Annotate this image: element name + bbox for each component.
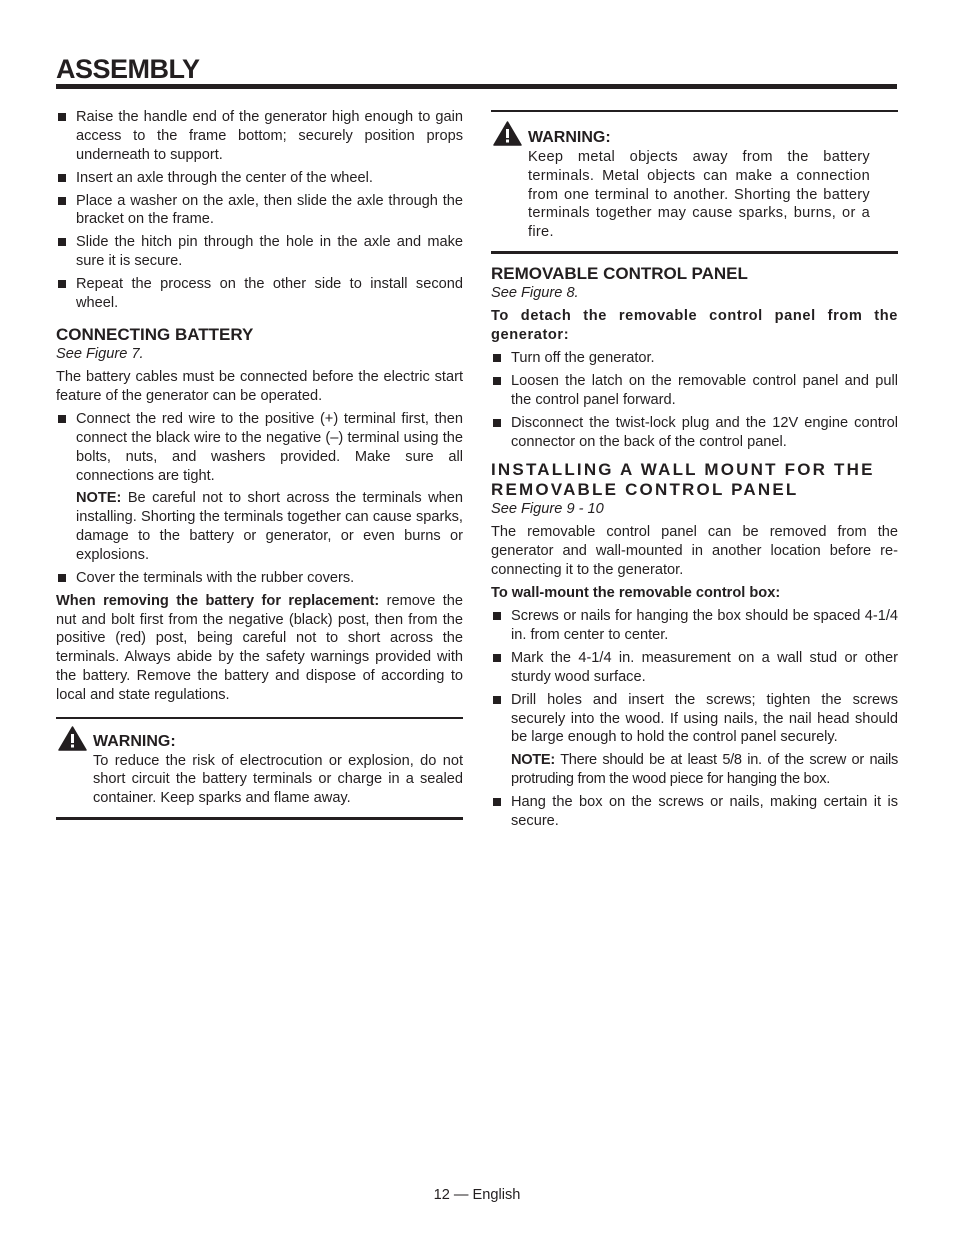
battery-intro: The battery cables must be connected before the electric start feature of the generator can be operated. [56,369,463,404]
square-bullet-icon [58,197,66,205]
detach-instruction: To detach the removable control panel from the generator: [491,308,898,344]
battery-steps-list-2 [56,569,463,588]
see-figure-8: See Figure 8. [491,284,579,301]
see-figure-9-10: See Figure 9 - 10 [491,500,604,517]
list-item: Slide the hitch pin through the hole in the axle and make sure it is secure. [56,233,463,271]
list-item: Connect the red wire to the positive (+) terminal first, then connect the black wire to the negative (–) terminal using the bolts, nuts, and washers provided. Make sure all connections are tight. [56,410,463,485]
warning-box-metal [491,110,898,254]
wall-mount-note [491,751,898,789]
note-label: NOTE: [511,752,555,769]
note-text: There should be at least 5/8 in. of the screw or nails protruding from the wood piece for hanging the box. [511,752,898,788]
list-item: Hang the box on the screws or nails, making certain it is secure. [491,793,898,831]
detach-steps-list [491,349,898,451]
square-bullet-icon [58,113,66,121]
title-rule [56,84,897,89]
warning-triangle-icon [493,121,522,146]
warning-box-battery [56,717,463,820]
warning-text: Keep metal objects away from the battery terminals. Metal objects can make a connection from one terminal to another. Shorting the battery terminals together may cause sparks, burns, or a fire. [528,149,870,241]
connecting-battery-heading: CONNECTING BATTERY [56,324,254,344]
page-footer: 12 — English [433,1187,521,1203]
removable-control-panel-heading: REMOVABLE CONTROL PANEL [491,263,748,283]
wheel-steps-list [56,108,463,313]
list-item: Raise the handle end of the generator high enough to gain access to the frame bottom; securely position props underneath to support. [56,108,463,164]
list-item: Screws or nails for hanging the box should be spaced 4-1/4 in. from center to center. [491,607,898,645]
list-item: Place a washer on the axle, then slide the axle through the bracket on the frame. [56,192,463,230]
list-item: Loosen the latch on the removable control panel and pull the control panel forward. [491,372,898,410]
wall-mount-steps-list [491,607,898,747]
square-bullet-icon [493,354,501,362]
list-item: Disconnect the twist-lock plug and the 12V engine control connector on the back of the control panel. [491,414,898,452]
square-bullet-icon [58,415,66,423]
list-item: Mark the 4-1/4 in. measurement on a wall stud or other sturdy wood surface. [491,649,898,687]
battery-removal-paragraph [56,592,463,705]
list-item: Turn off the generator. [491,349,898,368]
square-bullet-icon [493,419,501,427]
note-text: Be careful not to short across the terminals when installing. Shorting the terminals together can cause sparks, damage to the battery or generator, or even burns or explosions. [76,490,463,563]
square-bullet-icon [493,696,501,704]
wall-mount-steps-list-2 [491,793,898,831]
note-label: NOTE: [76,490,122,507]
wall-mount-heading: INSTALLING A WALL MOUNT FOR THE REMOVABLE CONTROL PANEL [491,459,875,499]
removal-text: remove the nut and bolt first from the negative (black) post, then from the positive (red) post, being careful not to short across the terminals. Always abide by the safety warnings provided with the battery. Remove the battery and dispose of according to local and state regulations. [56,592,463,703]
square-bullet-icon [493,612,501,620]
list-item: Cover the terminals with the rubber covers. [56,569,463,588]
wall-mount-intro: The removable control panel can be removed from the generator and wall-mounted in another location before re-connecting it to the generator. [491,524,898,578]
right-column [491,110,898,835]
warning-text: To reduce the risk of electrocution or explosion, do not short circuit the battery terminals or charge in a sealed container. Keep sparks and flame away. [93,752,463,807]
square-bullet-icon [58,174,66,182]
page-title: ASSEMBLY [56,54,200,84]
list-item: Repeat the process on the other side to install second wheel. [56,275,463,313]
wall-mount-instruction: To wall-mount the removable control box: [491,584,781,601]
battery-steps-list [56,410,463,485]
square-bullet-icon [58,574,66,582]
warning-triangle-icon [58,726,87,751]
left-column [56,108,463,820]
list-item: Insert an axle through the center of the wheel. [56,169,463,188]
square-bullet-icon [58,238,66,246]
square-bullet-icon [493,798,501,806]
removal-label: When removing the battery for replacement: [56,592,380,609]
warning-label: WARNING: [528,129,611,146]
battery-note [56,489,463,564]
list-item: Drill holes and insert the screws; tighten the screws securely into the wood. If using nails, the nail head should be large enough to hold the control panel securely. [491,691,898,747]
square-bullet-icon [493,654,501,662]
square-bullet-icon [493,377,501,385]
see-figure-7: See Figure 7. [56,345,144,362]
square-bullet-icon [58,280,66,288]
warning-label: WARNING: [93,732,176,750]
